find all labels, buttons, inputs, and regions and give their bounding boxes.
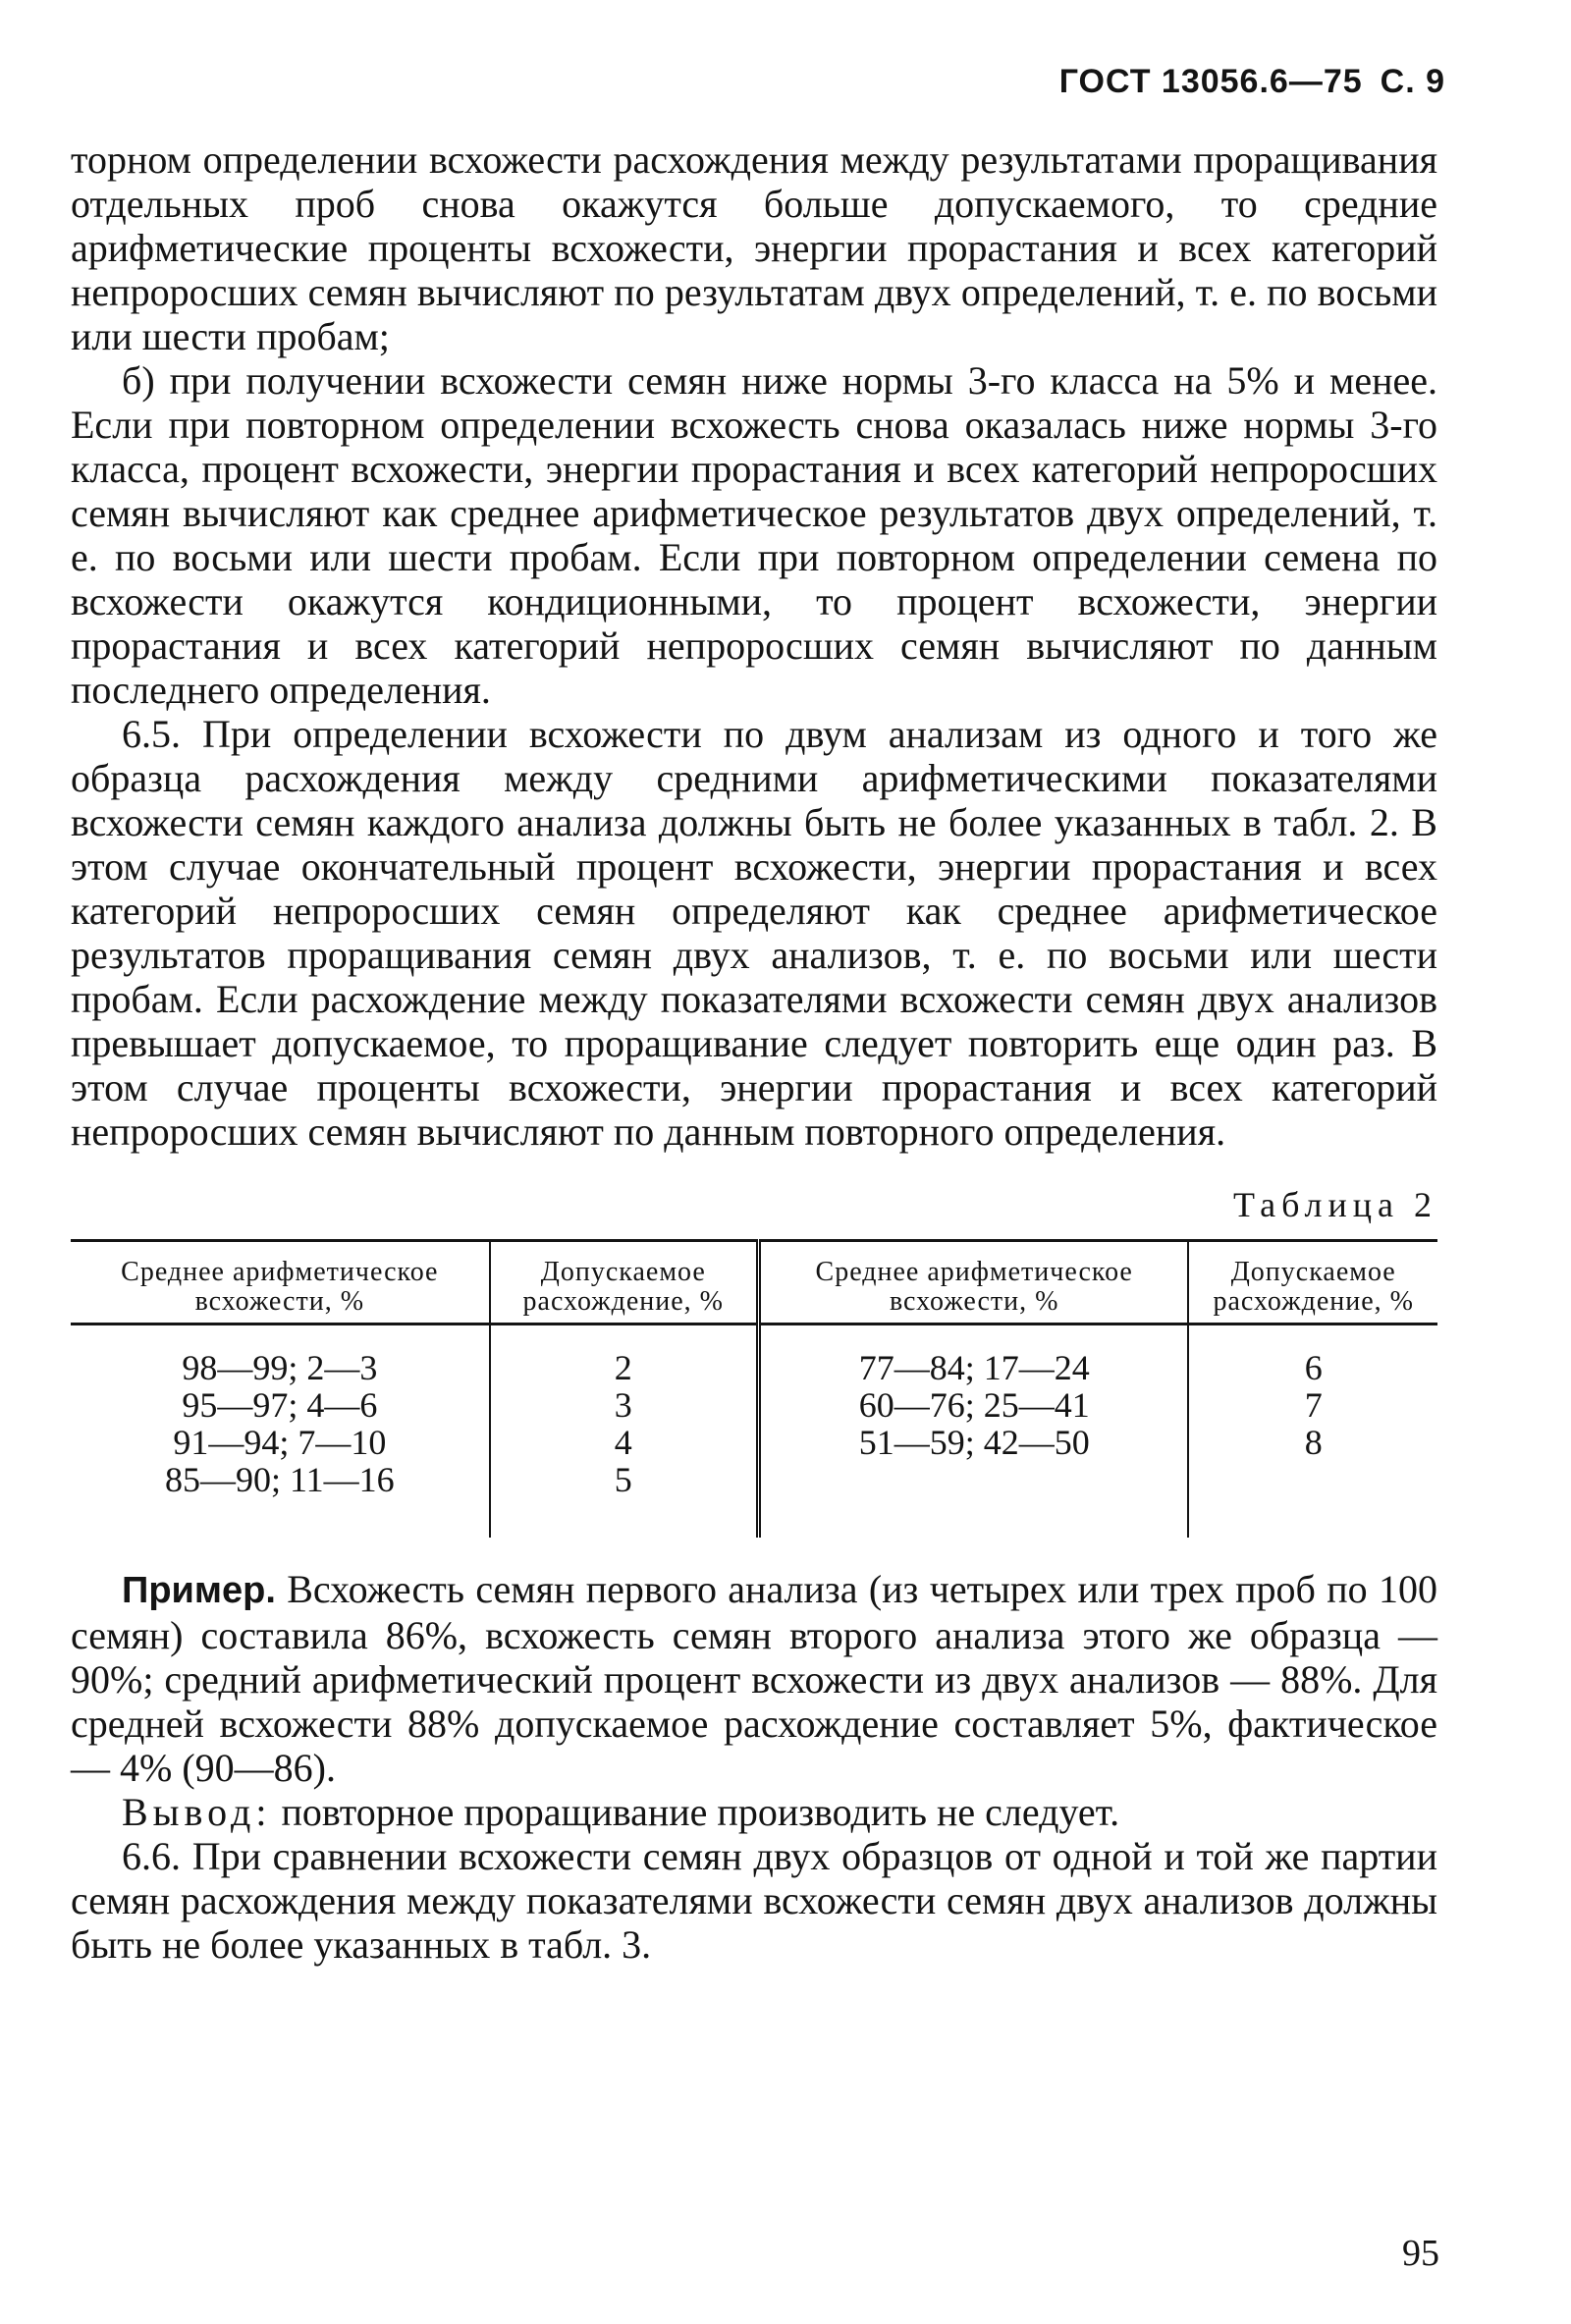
table-value: 7 [1304, 1385, 1323, 1425]
table-header-row [71, 1241, 1437, 1324]
table-cell-mean-1 [71, 1324, 490, 1539]
table-body-row [71, 1324, 1437, 1539]
tolerance-table [71, 1239, 1437, 1538]
example-text: Всхожесть семян первого анализа (из четырех или трех проб по 100 семян) составила 86%, всхожесть семян второго анализа этого же образца — 90%; средний арифметический процент всхожести из двух анализов — 88%. Для средней всхожести 88% допускаемое расхождение составляет 5%, фактическое — 4% (90—86). [71, 1567, 1437, 1790]
header-page: С. 9 [1380, 63, 1445, 100]
table-value: 8 [1304, 1423, 1323, 1462]
table-value: 77—84; 17—24 [858, 1348, 1090, 1387]
table-value: 95—97; 4—6 [182, 1385, 378, 1425]
table-value: 98—99; 2—3 [182, 1348, 378, 1387]
table-cell-tolerance-2 [1188, 1324, 1437, 1539]
table-caption: Таблица 2 [1233, 1185, 1437, 1224]
conclusion-paragraph [71, 1790, 1437, 1834]
table-value: 5 [614, 1460, 632, 1499]
paragraph-6-6: 6.6. При сравнении всхожести семян двух образцов от одной и той же партии семян расхождения между показателями всхожести семян двух анализов должны быть не более указанных в табл. 3. [71, 1834, 1437, 1967]
page-number: 95 [1402, 2233, 1439, 2274]
table-header-tolerance-1: Допускаемое расхождение, % [490, 1241, 759, 1324]
paragraph-b: б) при получении всхожести семян ниже нормы 3-го класса на 5% и менее. Если при повторном определении всхожесть снова оказалась ниже нормы 3-го класса, процент всхожести, энергии прорастания и всех категорий непроросших семян вычисляют как среднее арифметическое результатов двух определений, т. е. по восьми или шести пробам. Если при повторном определении семена по всхожести окажутся кондиционными, то процент всхожести, энергии прорастания и всех категорий непроросших семян вычисляют по данным последнего определения. [71, 358, 1437, 712]
example-paragraph [71, 1567, 1437, 1790]
paragraph-continuation: торном определении всхожести расхождения между результатами проращивания отдельных проб снова окажутся больше допускаемого, то средние арифметические проценты всхожести, энергии прорастания и всех категорий непроросших семян вычисляют по результатам двух определений, т. е. по восьми или шести пробам; [71, 137, 1437, 358]
table-value: 6 [1304, 1348, 1323, 1387]
running-header [1059, 63, 1445, 101]
table-value: 51—59; 42—50 [858, 1423, 1090, 1462]
table-header-mean-2: Среднее арифметическое всхожести, % [758, 1241, 1188, 1324]
table-value: 4 [614, 1423, 632, 1462]
example-label: Пример. [122, 1570, 276, 1611]
conclusion-text: повторное проращивание производить не следует. [281, 1790, 1120, 1834]
table-value: 85—90; 11—16 [164, 1460, 395, 1499]
table-value: 60—76; 25—41 [858, 1385, 1090, 1425]
table-cell-tolerance-1 [490, 1324, 759, 1539]
paragraph-6-5: 6.5. При определении всхожести по двум анализам из одного и того же образца расхождения между средними арифметическими показателями всхожести семян каждого анализа должны быть не более указанных в табл. 2. В этом случае окончательный процент всхожести, энергии прорастания и всех категорий непроросших семян определяют как среднее арифметическое результатов проращивания семян двух анализов, т. е. по восьми или шести пробам. Если расхождение между показателями всхожести семян двух анализов превышает допускаемое, то проращивание следует повторить еще один раз. В этом случае проценты всхожести, энергии прорастания и всех категорий непроросших семян вычисляют по данным повторного определения. [71, 712, 1437, 1154]
page-content [71, 137, 1437, 1967]
table-cell-mean-2 [758, 1324, 1188, 1539]
table-value: 91—94; 7—10 [173, 1423, 387, 1462]
table-value: 2 [614, 1348, 632, 1387]
table-header-mean-1: Среднее арифметическое всхожести, % [71, 1241, 490, 1324]
table-header-tolerance-2: Допускаемое расхождение, % [1188, 1241, 1437, 1324]
standard-code: ГОСТ 13056.6—75 [1058, 63, 1363, 100]
table-value: 3 [614, 1385, 632, 1425]
conclusion-label: Вывод: [122, 1790, 272, 1834]
